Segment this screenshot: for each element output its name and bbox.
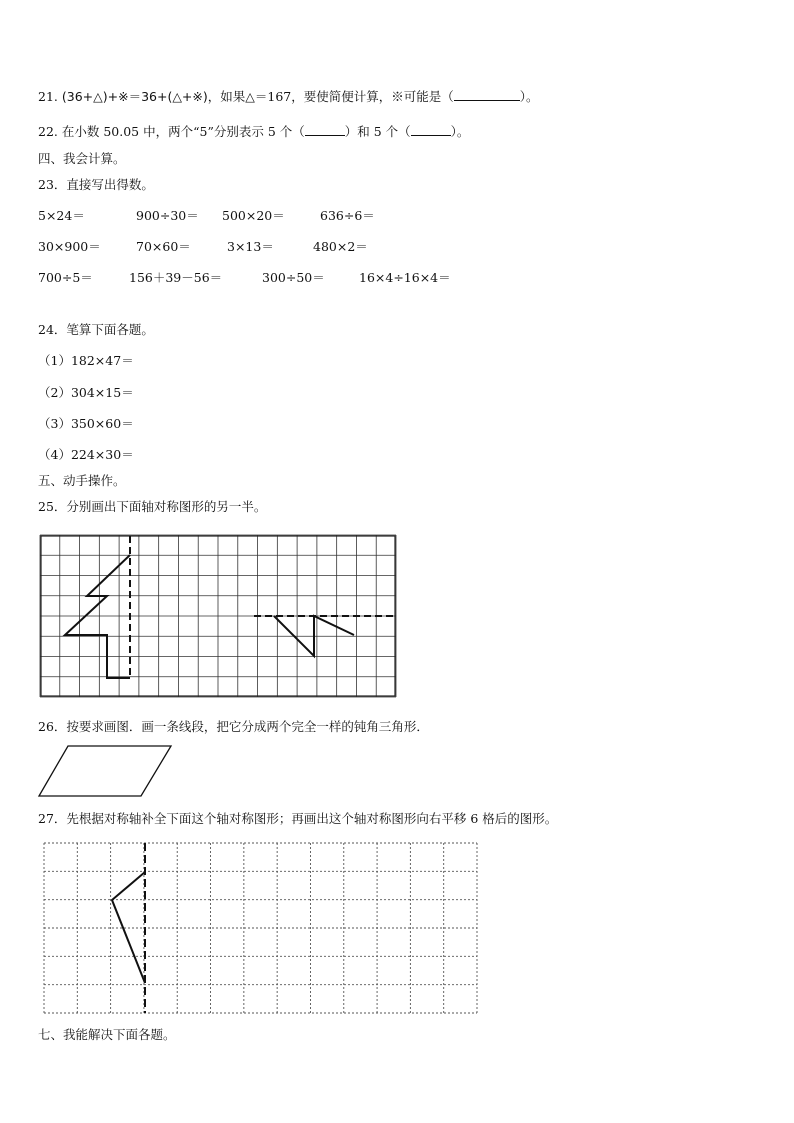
calc-item: 480×2＝: [313, 239, 368, 254]
calc-item: 30×900＝: [38, 239, 101, 254]
calc-item: 900÷30＝: [136, 208, 199, 223]
half-shape: [112, 872, 145, 983]
parallelogram-figure[interactable]: [38, 745, 172, 797]
calc-item: 16×4÷16×4＝: [359, 270, 451, 285]
question-number: 22.: [38, 124, 58, 139]
calc-item: 156＋39－56＝: [129, 270, 223, 285]
answer-blank-1[interactable]: [305, 124, 345, 136]
question-27-title: 27．先根据对称轴补全下面这个轴对称图形；再画出这个轴对称图形向右平移 6 格后的图形。: [38, 811, 558, 826]
section-heading-4: 四、我会计算。: [38, 151, 126, 166]
section-heading-5: 五、动手操作。: [38, 473, 126, 488]
written-calc-item: （1）182×47＝: [38, 353, 134, 368]
symmetry-grid-27[interactable]: [44, 843, 477, 1013]
question-text-end: ）。: [450, 124, 470, 139]
half-tree-shape: [65, 555, 130, 678]
section-heading-7: 七、我能解决下面各题。: [38, 1027, 176, 1042]
question-text: 在小数 50.05 中，两个“5”分别表示 5 个（: [61, 124, 305, 139]
answer-blank[interactable]: [454, 89, 520, 101]
parallelogram: [39, 746, 171, 796]
written-calc-item: （2）304×15＝: [38, 385, 134, 400]
question-22: [38, 124, 469, 140]
question-25-title: 25．分别画出下面轴对称图形的另一半。: [38, 499, 267, 514]
symmetry-grid-25[interactable]: [40, 535, 396, 697]
calc-item: 500×20＝: [222, 208, 285, 223]
question-text-end: ）。: [519, 89, 539, 104]
question-26-title: 26．按要求画图．画一条线段，把它分成两个完全一样的钝角三角形．: [38, 719, 429, 734]
question-text-mid: ）和 5 个（: [344, 124, 411, 139]
question-number: 21.: [38, 89, 58, 104]
calc-item: 5×24＝: [38, 208, 85, 223]
answer-blank-2[interactable]: [411, 124, 451, 136]
written-calc-item: （4）224×30＝: [38, 447, 134, 462]
question-text: ，如果△＝167，要使简便计算，※可能是（: [207, 89, 454, 104]
question-24-title: 24．笔算下面各题。: [38, 322, 154, 337]
question-21: [38, 89, 539, 105]
calc-item: 3×13＝: [227, 239, 274, 254]
grid-lines: [44, 843, 477, 1013]
calc-item: 700÷5＝: [38, 270, 93, 285]
calc-item: 636÷6＝: [320, 208, 375, 223]
calc-item: 300÷50＝: [262, 270, 325, 285]
calc-item: 70×60＝: [136, 239, 191, 254]
question-23-title: 23．直接写出得数。: [38, 177, 154, 192]
written-calc-item: （3）350×60＝: [38, 416, 134, 431]
equation: (36+△)+※＝36+(△+※): [61, 89, 208, 104]
